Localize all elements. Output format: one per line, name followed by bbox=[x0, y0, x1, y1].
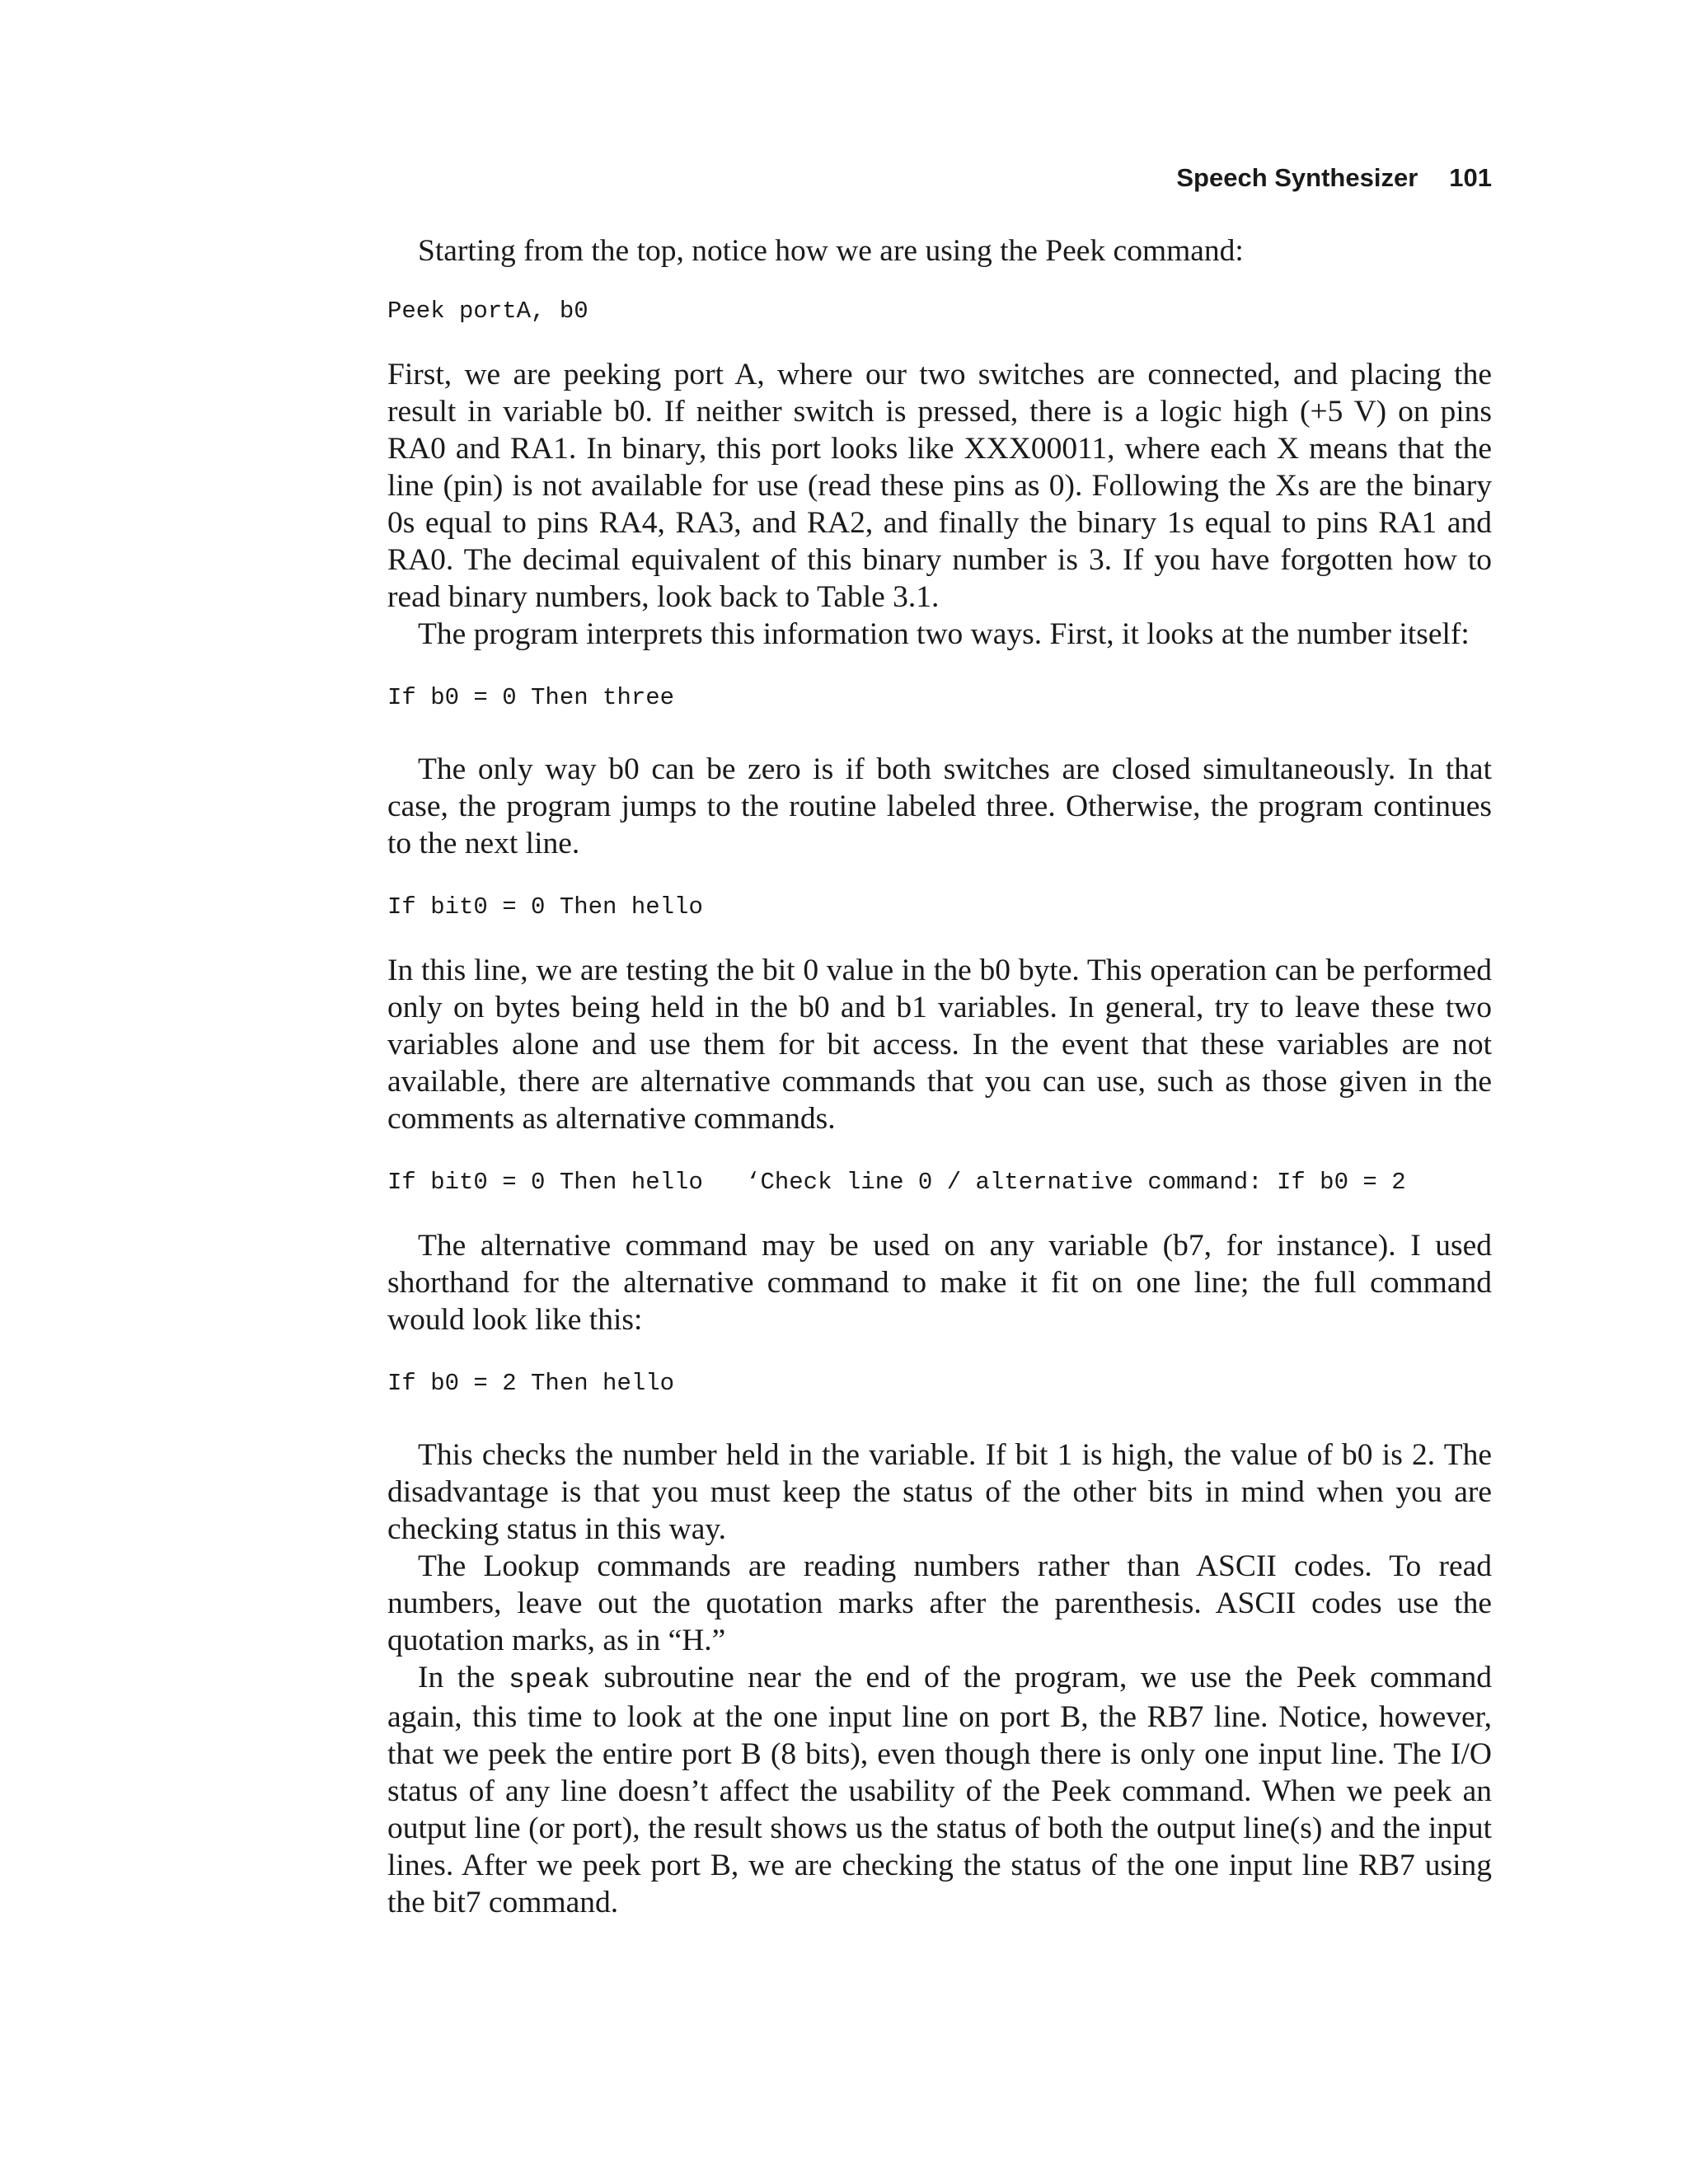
paragraph-9 bbox=[387, 1659, 1492, 1921]
paragraph-7: This checks the number held in the variable. If bit 1 is high, the value of b0 is 2. The disadvantage is that you must keep the status of the other bits in mind when you are checking status in this way. bbox=[387, 1438, 1492, 1546]
code-line-1: Peek portA, b0 bbox=[387, 298, 588, 325]
paragraph-9-rest: subroutine near the end of the program, we use the Peek command again, this time to look at the one input line on port B, the RB7 line. Notice, however, that we peek the entire port B (8 bits), even though there is only one input line. The I/O status of any line doesn’t affect the usability of the Peek command. When we peek an output line (or port), the result shows us the status of both the output line(s) and the input lines. After we peek port B, we are checking the status of the one input line RB7 using the bit7 command. bbox=[387, 1661, 1492, 1919]
paragraph-9-lead: In the bbox=[418, 1661, 509, 1694]
chapter-title: Speech Synthesizer bbox=[1176, 163, 1418, 192]
code-line-5: If b0 = 2 Then hello bbox=[387, 1370, 675, 1397]
paragraph-3: The program interprets this information two ways. First, it looks at the number itself: bbox=[418, 617, 1470, 651]
paragraph-8: The Lookup commands are reading numbers rather than ASCII codes. To read numbers, leave out the quotation marks after the parenthesis. ASCII codes use the quotation marks, as in “H.” bbox=[387, 1549, 1492, 1657]
paragraph-1: Starting from the top, notice how we are using the Peek command: bbox=[418, 234, 1244, 268]
running-header bbox=[387, 162, 1492, 194]
code-line-4: If bit0 = 0 Then hello ‘Check line 0 / alternative command: If b0 = 2 bbox=[387, 1169, 1406, 1196]
paragraph-2: First, we are peeking port A, where our two switches are connected, and placing the result in variable b0. If neither switch is pressed, there is a logic high (+5 V) on pins RA0 and RA1. In binary, this port looks like XXX00011, where each X means that the line (pin) is not available for use (read these pins as 0). Following the Xs are the binary 0s equal to pins RA4, RA3, and RA2, and finally the binary 1s equal to pins RA1 and RA0. The decimal equivalent of this binary number is 3. If you have forgotten how to read binary numbers, look back to Table 3.1. bbox=[387, 358, 1492, 614]
page-body bbox=[387, 232, 1492, 1921]
page-number: 101 bbox=[1449, 163, 1492, 192]
paragraph-4: The only way b0 can be zero is if both switches are closed simultaneously. In that case, the program jumps to the routine labeled three. Otherwise, the program continues to the next line. bbox=[387, 752, 1492, 860]
code-line-3: If bit0 = 0 Then hello bbox=[387, 893, 703, 921]
inline-code-speak: speak bbox=[508, 1665, 590, 1695]
paragraph-5: In this line, we are testing the bit 0 value in the b0 byte. This operation can be performed only on bytes being held in the b0 and b1 variables. In general, try to leave these two variables alone and use them for bit access. In the event that these variables are not available, there are alternative commands that you can use, such as those given in the comments as alternative commands. bbox=[387, 954, 1492, 1136]
paragraph-6: The alternative command may be used on any variable (b7, for instance). I used shorthand for the alternative command to make it fit on one line; the full command would look like this: bbox=[387, 1229, 1492, 1337]
code-line-2: If b0 = 0 Then three bbox=[387, 684, 675, 711]
